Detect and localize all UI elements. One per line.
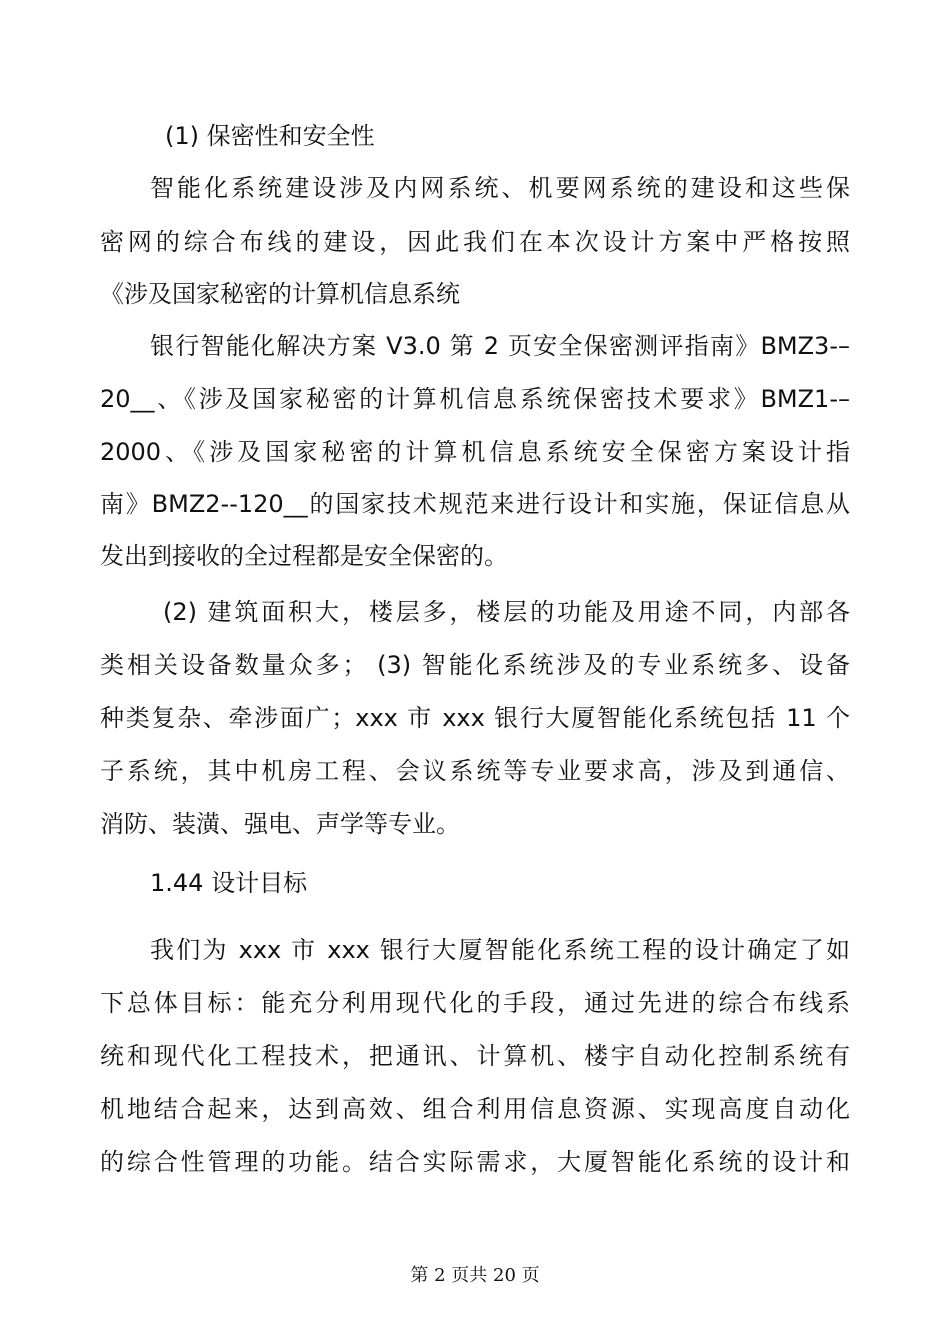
paragraph-line: 银行智能化解决方案 V3.0 第 2 页安全保密测评指南》BMZ3-– (150, 332, 850, 360)
paragraph-line: 密网的综合布线的建设，因此我们在本次设计方案中严格按照 (100, 228, 850, 256)
paragraph-line: 发出到接收的全过程都是安全保密的。 (100, 542, 508, 570)
paragraph-line: 统和现代化工程技术，把通讯、计算机、楼宇自动化控制系统有 (100, 1042, 850, 1070)
paragraph-line: 类相关设备数量众多； (3) 智能化系统涉及的专业系统多、设备 (100, 651, 850, 679)
paragraph-line: 种类复杂、牵涉面广；xxx 市 xxx 银行大厦智能化系统包括 11 个 (100, 704, 850, 732)
paragraph-line: 机地结合起来，达到高效、组合利用信息资源、实现高度自动化 (100, 1095, 850, 1123)
paragraph-line: 南》BMZ2--120__的国家技术规范来进行设计和实施，保证信息从 (100, 490, 850, 518)
page-number-footer: 第 2 页共 20 页 (410, 1265, 540, 1286)
paragraph-line: 20__、《涉及国家秘密的计算机信息系统保密技术要求》BMZ1-– (100, 385, 850, 413)
paragraph-line: 下总体目标：能充分利用现代化的手段，通过先进的综合布线系 (100, 989, 850, 1017)
paragraph-line: 消防、装潢、强电、声学等专业。 (100, 810, 460, 838)
paragraph-line: 的综合性管理的功能。结合实际需求，大厦智能化系统的设计和 (100, 1148, 850, 1176)
paragraph-line: 智能化系统建设涉及内网系统、机要网系统的建设和这些保 (150, 174, 850, 202)
paragraph-line: 《涉及国家秘密的计算机信息系统 (100, 280, 460, 308)
section-heading-design-goals: 1.44 设计目标 (150, 869, 308, 897)
heading-confidentiality: (1) 保密性和安全性 (165, 122, 375, 150)
paragraph-line: 子系统，其中机房工程、会议系统等专业要求高，涉及到通信、 (100, 757, 850, 785)
paragraph-line: (2) 建筑面积大，楼层多，楼层的功能及用途不同，内部各 (163, 598, 850, 626)
paragraph-line: 2000、《涉及国家秘密的计算机信息系统安全保密方案设计指 (100, 438, 850, 466)
paragraph-line: 我们为 xxx 市 xxx 银行大厦智能化系统工程的设计确定了如 (150, 936, 850, 964)
